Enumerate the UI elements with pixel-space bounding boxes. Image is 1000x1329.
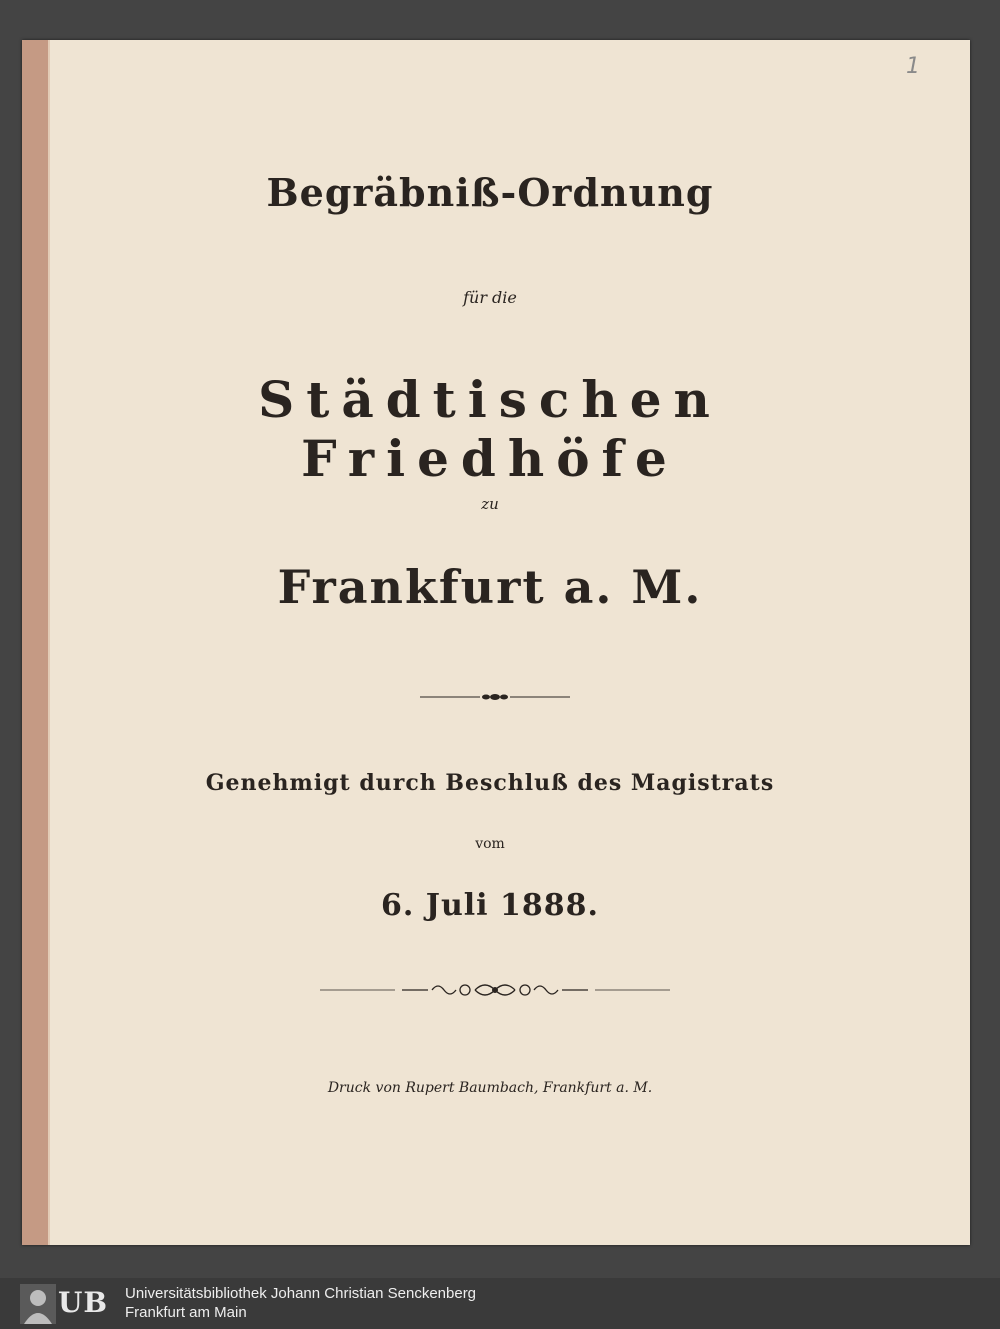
printer-imprint: Druck von Rupert Baumbach, Frankfurt a. M. [327, 1080, 653, 1096]
city-name: Frankfurt a. M. [277, 560, 703, 614]
page-spine-edge [22, 40, 48, 1245]
from-text: vom [475, 836, 505, 852]
institution-name: Universitätsbibliothek Johann Christian Senckenberg [125, 1285, 477, 1302]
for-the-text: für die [463, 288, 517, 307]
small-divider-rule [420, 692, 570, 702]
pencil-page-number: 1 [906, 54, 920, 79]
to-text: zu [481, 495, 499, 513]
approval-date: 6. Juli 1888. [381, 888, 599, 923]
main-title: Städtischen Friedhöfe [258, 370, 722, 488]
ornamental-divider [320, 978, 670, 1002]
institution-location: Frankfurt am Main [125, 1304, 247, 1321]
document-page [22, 40, 970, 1245]
library-logo-text: UB [58, 1286, 109, 1319]
document-title: Begräbniß-Ordnung [266, 170, 714, 215]
page-content [50, 40, 970, 1245]
library-footer [0, 1278, 1000, 1329]
approval-statement: Genehmigt durch Beschluß des Magistrats [205, 770, 775, 796]
